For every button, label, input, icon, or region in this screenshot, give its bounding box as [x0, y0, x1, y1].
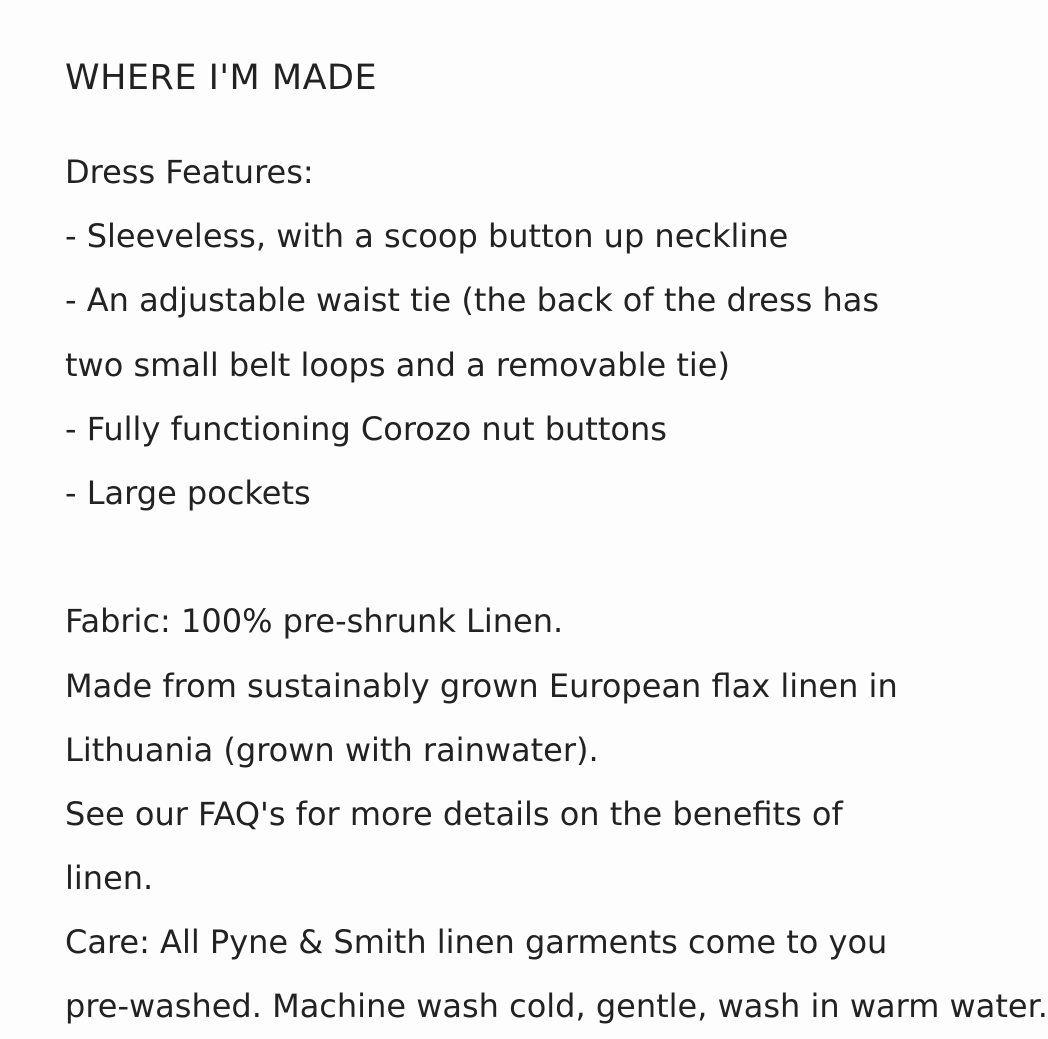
description-line: - Large pockets — [65, 473, 311, 512]
description-line: two small belt loops and a removable tie) — [65, 345, 730, 384]
description-line: - Sleeveless, with a scoop button up neckline — [65, 217, 789, 256]
description-line: Made from sustainably grown European flax linen in — [65, 666, 898, 705]
description-line: Lithuania (grown with rainwater). — [65, 730, 599, 769]
description-line: pre-washed. Machine wash cold, gentle, wash in warm water. — [65, 987, 1048, 1026]
section-heading: WHERE I'M MADE — [65, 58, 378, 98]
description-line: - An adjustable waist tie (the back of the dress has — [65, 281, 880, 320]
product-description — [65, 140, 1048, 1039]
description-line: Care: All Pyne & Smith linen garments come to you — [65, 923, 888, 962]
product-details-panel — [65, 0, 1048, 1026]
description-line: Fabric: 100% pre-shrunk Linen. — [65, 602, 564, 641]
description-line: linen. — [65, 859, 154, 898]
description-blank-line — [65, 525, 945, 589]
description-line: Dress Features: — [65, 153, 314, 191]
description-line: - Fully functioning Corozo nut buttons — [65, 409, 667, 448]
description-line: See our FAQ's for more details on the benefits of — [65, 794, 843, 833]
